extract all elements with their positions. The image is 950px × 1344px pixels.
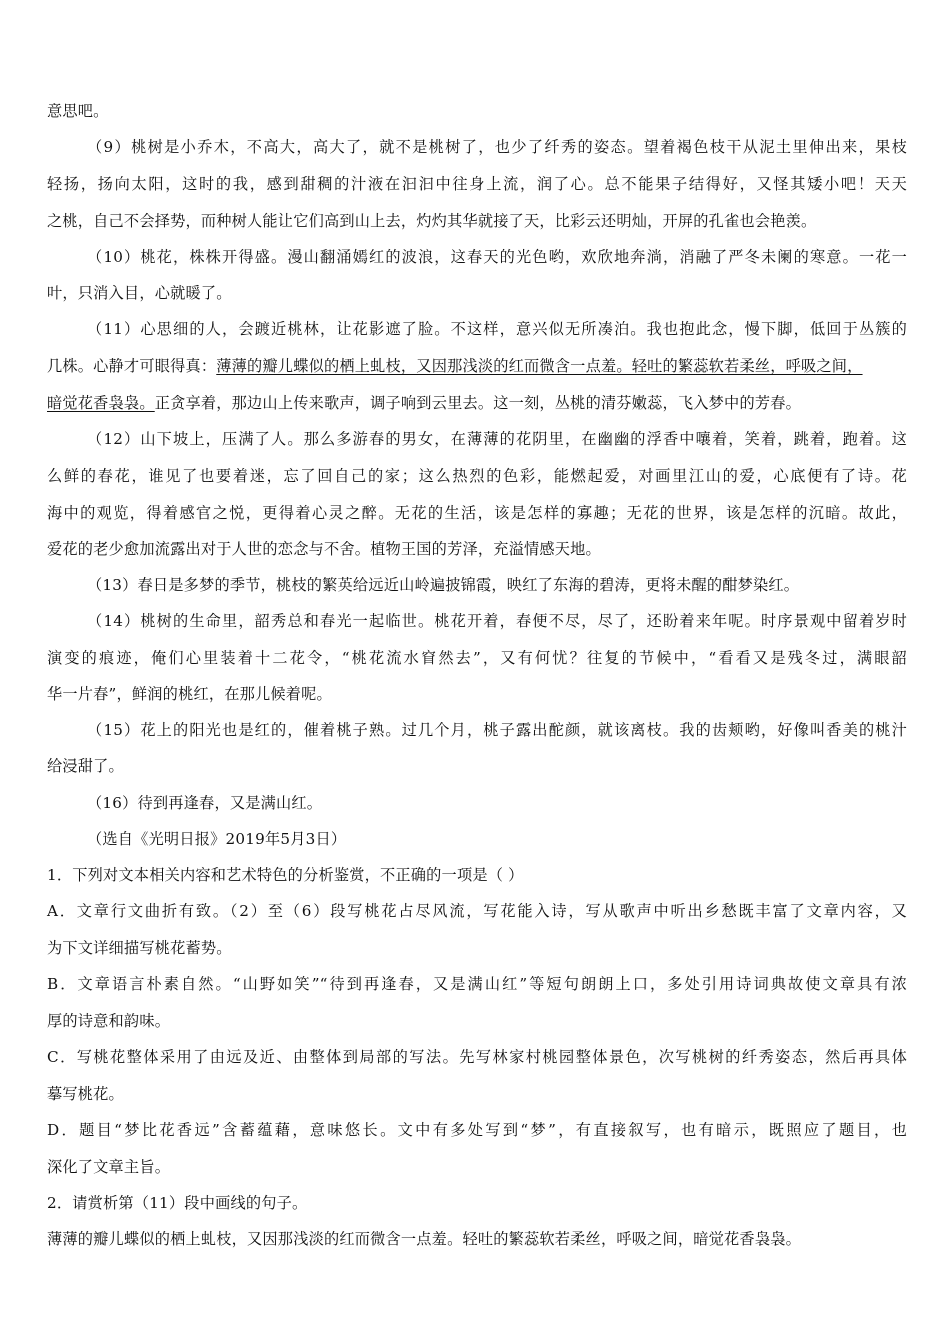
underlined-sentence: 暗觉花香袅袅。 (47, 394, 155, 412)
paragraph-11-line (47, 393, 907, 413)
question-1-option-b: 厚的诗意和韵味。 (47, 1012, 171, 1030)
question-1-option-c: C．写桃花整体采用了由远及近、由整体到局部的写法。先写林家村桃园整体景色，次写桃树的纤秀姿态，然后再具体 (47, 1048, 907, 1066)
paragraph-12-line: （12）山下坡上，压满了人。那么多游春的男女，在薄薄的花阴里，在幽幽的浮香中嚷着，笑着，跳着，跑着。这 (87, 430, 907, 448)
paragraph-10-line: 叶，只消入目，心就暖了。 (47, 284, 232, 302)
paragraph-10-line: （10）桃花，株株开得盛。漫山翻涌嫣红的波浪，这春天的光色哟，欢欣地奔淌，消融了严冬未阑的寒意。一花一 (87, 248, 907, 266)
paragraph-11-text: 几株。心静才可眼得真： (47, 357, 217, 375)
paragraph-14-line: 华一片春”，鲜润的桃红，在那儿候着呢。 (47, 685, 332, 703)
paragraph-15-line: 给浸甜了。 (47, 757, 124, 775)
paragraph-11-line (47, 356, 907, 376)
paragraph-8-tail: 意思吧。 (47, 102, 109, 120)
question-1-option-c: 摹写桃花。 (47, 1085, 124, 1103)
paragraph-11-text: 正贪享着，那边山上传来歌声，调子响到云里去。这一刻，丛桃的清芬嫩蕊，飞入梦中的芳春。 (154, 394, 801, 412)
paragraph-9-line: 之桃，自己不会择势，而种树人能让它们高到山上去，灼灼其华就接了天，比彩云还明灿，开屏的孔雀也会艳羡。 (47, 212, 817, 230)
source-citation: （选自《光明日报》2019年5月3日） (87, 830, 347, 848)
paragraph-15-line: （15）花上的阳光也是红的，催着桃子熟。过几个月，桃子露出酡颜，就该离枝。我的齿颊哟，好像叫香美的桃汁 (87, 721, 907, 739)
paragraph-13-line: （13）春日是多梦的季节，桃枝的繁英给远近山岭遍披锦霞，映红了东海的碧涛，更将未醒的酣梦染红。 (87, 576, 800, 594)
question-1-option-d: D．题目“梦比花香远”含蓄蕴藉，意味悠长。文中有多处写到“梦”，有直接叙写，也有暗示，既照应了题目，也 (47, 1121, 907, 1139)
paragraph-12-line: 么鲜的春花，谁见了也要着迷，忘了回自己的家；这么热烈的色彩，能燃起爱，对画里江山的爱，心底便有了诗。花 (47, 467, 907, 485)
question-1-option-a: A．文章行文曲折有致。（2）至（6）段写桃花占尽风流，写花能入诗，写从歌声中听出乡愁既丰富了文章内容，又 (47, 902, 907, 920)
paragraph-12-line: 爱花的老少愈加流露出对于人世的恋念与不舍。植物王国的芳泽，充溢情感天地。 (47, 540, 601, 558)
question-1-stem: 1．下列对文本相关内容和艺术特色的分析鉴赏，不正确的一项是（ ） (47, 866, 524, 884)
paragraph-9-line: 轻扬，扬向太阳，这时的我，感到甜稠的汁液在汩汩中往身上流，润了心。总不能果子结得好，又怪其矮小吧！天天 (47, 175, 907, 193)
paragraph-12-line: 海中的观览，得着感官之悦，更得着心灵之醉。无花的生活，该是怎样的寡趣；无花的世界，该是怎样的沉暗。故此， (47, 504, 907, 522)
question-1-option-b: B．文章语言朴素自然。“山野如笑”“待到再逢春，又是满山红”等短句朗朗上口，多处引用诗词典故使文章具有浓 (47, 975, 907, 993)
question-1-option-d: 深化了文章主旨。 (47, 1158, 171, 1176)
paragraph-14-line: （14）桃树的生命里，韶秀总和春光一起临世。桃花开着，春便不尽，尽了，还盼着来年呢。时序景观中留着岁时 (87, 612, 907, 630)
paragraph-16-line: （16）待到再逢春，又是满山红。 (87, 794, 323, 812)
underlined-sentence: 薄薄的瓣儿蝶似的栖上虬枝，又因那浅淡的红而微含一点羞。轻吐的繁蕊软若柔丝，呼吸之间， (216, 357, 863, 375)
paragraph-14-line: 演变的痕迹，俺们心里装着十二花令，“桃花流水窅然去”，又有何忧？往复的节候中，“看看又是残冬过，满眼韶 (47, 649, 907, 667)
question-1-option-a: 为下文详细描写桃花蓄势。 (47, 939, 232, 957)
question-2-stem: 2．请赏析第（11）段中画线的句子。 (47, 1194, 308, 1212)
question-2-quote: 薄薄的瓣儿蝶似的栖上虬枝，又因那浅淡的红而微含一点羞。轻吐的繁蕊软若柔丝，呼吸之间，暗觉花香袅袅。 (47, 1230, 801, 1248)
paragraph-9-line: （9）桃树是小乔木，不高大，高大了，就不是桃树了，也少了纤秀的姿态。望着褐色枝干从泥土里伸出来，果枝 (87, 138, 907, 156)
paragraph-11-line: （11）心思细的人，会踱近桃林，让花影遮了脸。不这样，意兴似无所凑泊。我也抱此念，慢下脚，低回于丛簇的 (87, 320, 907, 338)
